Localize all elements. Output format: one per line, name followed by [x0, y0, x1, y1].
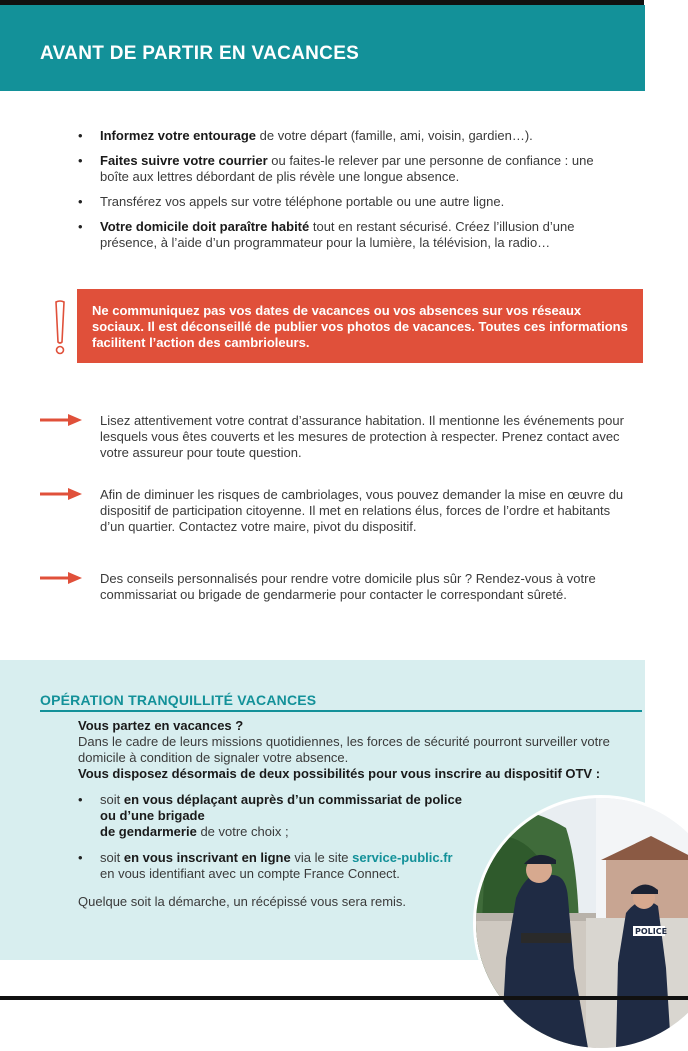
otv-question: Vous partez en vacances ? — [78, 718, 244, 733]
list-item: • Informez votre entourage de votre départ (famille, ami, voisin, gardien…). — [78, 128, 618, 144]
otv-options — [78, 792, 478, 892]
exclamation-icon — [52, 300, 68, 356]
page-title: AVANT DE PARTIR EN VACANCES — [40, 43, 360, 64]
warning-text: Ne communiquez pas vos dates de vacances ou vos absences sur vos réseaux sociaux. Il est déconseillé de publier vos photos de vacances. Toutes ces informations facilitent l’action des cambrioleurs. — [92, 303, 628, 350]
bottom-edge — [0, 996, 688, 1000]
otv-title: OPÉRATION TRANQUILLITÉ VACANCES — [40, 692, 317, 708]
divider — [40, 710, 642, 712]
warning-banner — [77, 289, 643, 363]
tip-text: Lisez attentivement votre contrat d’assurance habitation. Il mentionne les événements pour lesquels vous êtes couverts et les mesures de protection à respecter. Prenez contact avec votre assureur pour toute question. — [100, 413, 624, 460]
list-item: • soit en vous inscrivant en ligne via le site service-public.fr en vous identifiant avec un compte France Connect. — [78, 850, 478, 882]
otv-intro-text: Dans le cadre de leurs missions quotidiennes, les forces de sécurité pourront surveiller votre domicile à condition de signaler votre absence. — [78, 734, 610, 765]
list-item: • Faites suivre votre courrier ou faites-le relever par une personne de confiance : une boîte aux lettres débordant de plis révèle une longue absence. — [78, 153, 618, 185]
arrow-right-icon — [40, 413, 82, 427]
tip-text: Afin de diminuer les risques de cambriolages, vous pouvez demander la mise en œuvre du dispositif de participation citoyenne. Il met en relations élus, forces de l’ordre et habitants d’un quartier. Contactez votre maire, pivot du dispositif. — [100, 487, 624, 534]
police-badge-text: POLICE — [635, 927, 668, 936]
list-item: • Transférez vos appels sur votre téléphone portable ou une autre ligne. — [78, 194, 618, 210]
advice-list — [78, 128, 618, 260]
list-item: • soit en vous déplaçant auprès d’un commissariat de police ou d’une brigade de gendarmerie de votre choix ; — [78, 792, 478, 840]
tip-text: Des conseils personnalisés pour rendre votre domicile plus sûr ? Rendez-vous à votre commissariat ou brigade de gendarmerie pour contacter le correspondant sûreté. — [100, 571, 596, 602]
otv-possibilities: Vous disposez désormais de deux possibilités pour vous inscrire au dispositif OTV : — [78, 766, 601, 781]
photo-illustration — [476, 798, 688, 1048]
arrow-right-icon — [40, 487, 82, 501]
otv-footer: Quelque soit la démarche, un récépissé vous sera remis. — [78, 894, 407, 909]
service-public-link[interactable]: service-public.fr — [352, 850, 453, 865]
otv-intro — [78, 718, 618, 782]
arrow-right-icon — [40, 571, 82, 585]
section-header — [0, 5, 645, 91]
list-item: • Votre domicile doit paraître habité tout en restant sécurisé. Créez l’illusion d’une présence, à l’aide d’un programmateur pour la lumière, la télévision, la radio… — [78, 219, 618, 251]
